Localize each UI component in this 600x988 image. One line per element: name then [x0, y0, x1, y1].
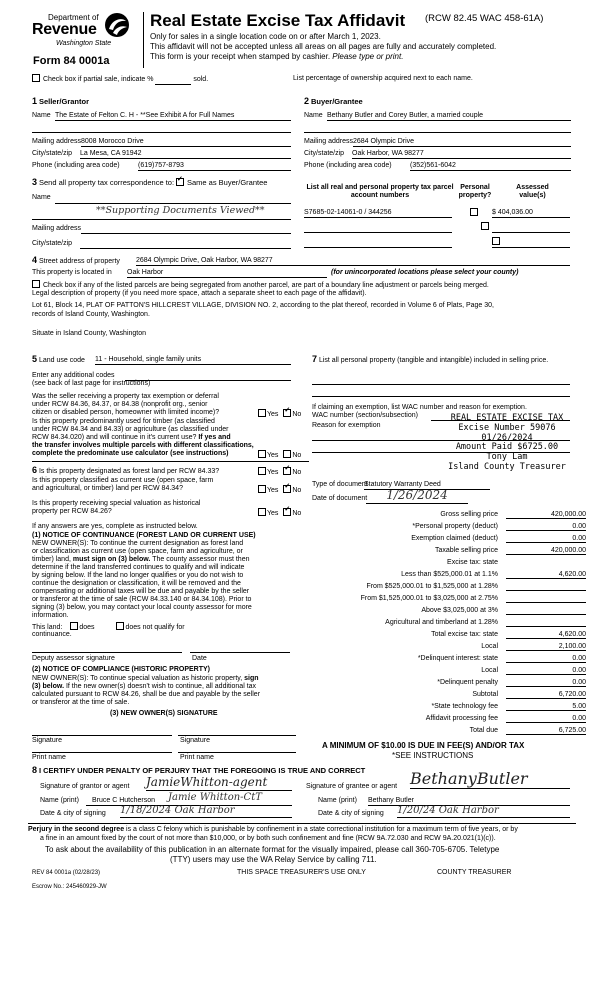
parcel-row-1-personal-checkbox[interactable]	[470, 208, 478, 216]
buyer-section-number: 2	[304, 96, 310, 106]
q-exemption-yes-label: Yes	[267, 411, 279, 418]
county-treasurer-label: COUNTY TREASURER	[437, 869, 512, 876]
treasurer-space-label: THIS SPACE TREASURER'S USE ONLY	[237, 869, 366, 876]
historic-no-label: No	[292, 510, 302, 517]
buyer-city-label: City/state/zip	[304, 150, 345, 157]
tax-row-label: Gross selling price	[440, 511, 498, 518]
tax-row-value[interactable]: 4,620.00	[506, 631, 586, 639]
buyer-name-line2	[304, 132, 571, 133]
header-divider	[143, 12, 144, 68]
logo-dept-line3: Washington State	[56, 40, 112, 47]
alt-format-line1: To ask about the availability of this publication in an alternate format for the visually impaired, please call 360-705-6705. Teletype	[45, 845, 500, 854]
exemption-reason-label: Reason for exemption	[312, 422, 381, 429]
tax-row-value[interactable]	[506, 583, 586, 591]
tax-row-label: Total due	[469, 727, 498, 734]
tax-correspondence-row	[32, 177, 267, 188]
deputy-date-label: Date	[192, 655, 207, 662]
section5-number: 5	[32, 354, 38, 364]
tax-row-value[interactable]: 5.00	[506, 703, 586, 711]
historic-yes-label: Yes	[267, 510, 279, 517]
seller-phone-field[interactable]: (619)757-8793	[138, 162, 291, 171]
seller-name-field[interactable]: The Estate of Felton C. H - **See Exhibit A for Full Names	[55, 112, 291, 121]
buyer-mail-label: Mailing address	[304, 138, 354, 145]
stamp-line1: REAL ESTATE EXCISE TAX	[450, 413, 564, 423]
header-line3-italic: Please type or print.	[332, 52, 404, 61]
does-not-qualify-checkbox[interactable]	[116, 622, 124, 630]
header-line2: This affidavit will not be accepted unless all areas on all pages are fully and accurately completed.	[150, 42, 497, 51]
buyer-name-field[interactable]: Bethany Butler and Corey Butler, a married couple	[327, 112, 571, 121]
tax-row-value[interactable]: 0.00	[506, 655, 586, 663]
segregate-checkbox[interactable]	[32, 280, 40, 288]
street-address-field[interactable]: 2684 Olympic Drive, Oak Harbor, WA 98277	[136, 257, 570, 266]
exemption-note: If claiming an exemption, list WAC number and reason for exemption.	[312, 404, 527, 411]
form-number: Form 84 0001a	[33, 55, 110, 67]
tax-row-value[interactable]: 0.00	[506, 715, 586, 723]
header-line3	[150, 52, 403, 61]
q-timber-no-checkbox[interactable]	[283, 450, 291, 458]
q-exemption-line3: citizen or disabled person, homeowner with limited income)?	[32, 409, 220, 416]
historic-q-line2: property per RCW 84.26?	[32, 508, 112, 515]
perjury-text1: is a class C felony which is punishable by confinement in a state correctional institution for a maximum term of five years, or by	[124, 826, 518, 833]
grantee-name-label: Name (print)	[318, 797, 357, 804]
tax-row-value[interactable]: 2,100.00	[506, 643, 586, 651]
tax-row-value[interactable]	[506, 619, 586, 627]
stamp-line5: Tony Lam	[486, 452, 528, 463]
forest-yes-checkbox[interactable]	[258, 467, 266, 475]
notice-continuance-l6: continue the designation or classification, it will be removed and the	[32, 580, 241, 587]
seller-mail-label: Mailing address	[32, 138, 82, 145]
seller-city-field[interactable]: La Mesa, CA 91942	[80, 150, 291, 159]
section7-text: List all personal property (tangible and intangible) included in selling price.	[318, 357, 549, 364]
tax-row-label: From $1,525,000.01 to $3,025,000 at 2.75%	[360, 595, 498, 602]
partial-sale-percent-field[interactable]	[155, 76, 191, 85]
grantor-date-label: Date & city of signing	[40, 810, 106, 817]
notice-continuance-l9: signing (3) below, you may contact your local county assessor for more	[32, 604, 252, 611]
section3-number: 3	[32, 177, 38, 187]
notice-compliance-l2	[32, 683, 256, 691]
parcel-row-3-value[interactable]	[492, 239, 570, 248]
logo-dept-line1: Department of	[48, 13, 99, 22]
notice-compliance-l2b: If the new owner(s) doesn't wish to continue, all additional tax	[64, 683, 257, 690]
street-address-label: Street address of property	[38, 258, 120, 265]
q-timber-line4: the transfer involves multiple parcels with different classifications,	[32, 442, 254, 449]
notice-continuance-l3a: timber) land,	[32, 556, 73, 563]
alt-format-line2: (TTY) users may use the WA Relay Service by calling 711.	[170, 855, 377, 864]
notice-continuance-l3b: must sign on (3) below.	[72, 556, 151, 563]
parcel-row-1-value[interactable]: $ 404,036.00	[492, 209, 570, 218]
tax-row-label: From $525,000.01 to $1,525,000 at 1.28%	[366, 583, 498, 590]
q-timber-yes-label: Yes	[267, 452, 279, 459]
section6-number: 6	[32, 465, 38, 475]
land-use-row	[32, 354, 85, 365]
current-use-no-label: No	[292, 487, 302, 494]
notice-continuance-l3	[32, 556, 249, 564]
grantee-signature[interactable]: BethanyButler	[410, 770, 570, 789]
header-line1: Only for sales in a single location code on or after March 1, 2023.	[150, 32, 381, 41]
partial-sale-checkbox[interactable]	[32, 74, 40, 82]
notice-continuance-l7: compensating or additional taxes will be due and payable by the seller	[32, 588, 250, 595]
notice-compliance-l4: or transferor at the time of sale.	[32, 699, 130, 706]
stamp-line6: Island County Treasurer	[448, 461, 566, 472]
grantor-name-handwritten: Jamie Whitton-CtT	[168, 792, 262, 803]
tax-row	[300, 511, 590, 523]
does-qualify-checkbox[interactable]	[70, 622, 78, 630]
section7-number: 7	[312, 354, 318, 364]
tax-row-label: Subtotal	[472, 691, 498, 698]
legal-desc-line1[interactable]: Lot 61, Block 14, PLAT OF PATTON'S HILLCREST VILLAGE, DIVISION NO. 2, according to the plat thereof, recorded in Volume 6 of Plats, Page 30,	[32, 302, 495, 309]
grantee-date-field[interactable]: 1/20/24 Oak Harbor	[397, 805, 570, 818]
personal-col-header: Personal property?	[458, 184, 492, 200]
notice-continuance-l3c: The county assessor must then	[150, 556, 250, 563]
notice-compliance-l1b: sign	[244, 675, 259, 682]
notice-compliance-heading: (2) NOTICE OF COMPLIANCE (HISTORIC PROPERTY)	[32, 666, 210, 673]
tax-row	[300, 583, 590, 595]
current-use-yes-label: Yes	[267, 487, 279, 494]
parcel-row-1-number[interactable]: S7685-02-14061-0 / 344256	[304, 209, 452, 218]
q-timber-yes-checkbox[interactable]	[258, 450, 266, 458]
dor-logo	[32, 11, 132, 53]
notice-continuance-heading: (1) NOTICE OF CONTINUANCE (FOREST LAND OR CURRENT USE)	[32, 532, 256, 539]
does-not-label: does not qualify for	[125, 624, 185, 631]
tax-row-label: Agricultural and timberland at 1.28%	[385, 619, 498, 626]
does-label: does	[79, 624, 95, 631]
forest-yes-label: Yes	[267, 469, 279, 476]
add-codes-note: (see back of last page for instructions)	[32, 380, 151, 387]
see-instructions: *SEE INSTRUCTIONS	[392, 751, 474, 760]
q-timber-line3-bold: If yes and	[198, 434, 231, 441]
tax-row-value[interactable]: 0.00	[506, 679, 586, 687]
tax-row-value[interactable]: 6,720.00	[506, 691, 586, 699]
buyer-name-label: Name	[304, 112, 323, 119]
grantor-signature[interactable]: JamieWhitton-agent	[146, 776, 292, 791]
tax-row-label: Less than $525,000.01 at 1.1%	[401, 571, 498, 578]
tax-row-value[interactable]: 0.00	[506, 667, 586, 675]
section3-text: Send all property tax correspondence to:	[38, 178, 175, 187]
tax-row-label: *State technology fee	[431, 703, 498, 710]
partial-sale-row	[32, 74, 208, 85]
grantor-sig-label: Signature of grantor or agent	[40, 783, 130, 790]
tax-row-value[interactable]	[506, 607, 586, 615]
parcel-row-3-number[interactable]	[304, 239, 452, 248]
form-statute: (RCW 82.45 WAC 458-61A)	[425, 13, 544, 24]
tax-row-label: Local	[481, 643, 498, 650]
tax-row-value[interactable]: 0.00	[506, 523, 586, 531]
located-in-note: (for unincorporated locations please select your county)	[331, 269, 519, 276]
grantee-sig-label: Signature of grantee or agent	[306, 783, 398, 790]
this-land-label: This land:	[32, 624, 63, 631]
personal-property-line2[interactable]	[312, 396, 570, 397]
tax-row-value[interactable]	[506, 559, 586, 566]
segregate-label: Check box if any of the listed parcels are being segregated from another parcel, are part of a boundary line adjustment or parcels being merged.	[42, 282, 489, 289]
tax-row-value[interactable]: 0.00	[506, 535, 586, 543]
q-timber-no-label: No	[292, 452, 302, 459]
forest-no-checkbox[interactable]	[283, 467, 291, 475]
owner2-print-label: Print name	[180, 754, 214, 761]
section8-number: 8	[32, 765, 38, 775]
grantor-name-printed: Bruce C Hutcherson	[92, 797, 156, 804]
owner1-print-label: Print name	[32, 754, 66, 761]
legal-desc-label: Legal description of property (if you need more space, attach a separate sheet to each page of the affidavit).	[32, 290, 367, 297]
deputy-sig-label: Deputy assessor signature	[32, 655, 115, 662]
continuance-label: continuance.	[32, 631, 72, 638]
forest-q-answer	[258, 467, 301, 477]
section3-mail-line	[81, 233, 291, 234]
ownership-note: List percentage of ownership acquired next to each name.	[293, 75, 473, 82]
notice-compliance-l1	[32, 675, 259, 683]
tax-row-label: Taxable selling price	[434, 547, 498, 554]
grantee-name-field[interactable]: Bethany Butler	[368, 797, 570, 806]
section3-name-line2	[32, 219, 291, 220]
forest-no-label: No	[292, 469, 302, 476]
seller-mail-field[interactable]: 8008 Morocco Drive	[81, 138, 291, 147]
partial-sale-suffix: sold.	[193, 76, 209, 83]
seller-name-label: Name	[32, 112, 51, 119]
seller-section-number: 1	[32, 96, 38, 106]
notice-compliance-l1a: NEW OWNER(S): To continue special valuation as historic property,	[32, 675, 245, 682]
doc-date-label: Date of document	[312, 495, 368, 502]
perjury-line2: a fine in an amount fixed by the court of not more than $10,000, or by both such confinement and fine (RCW 9A.72.030 and RCW 9A.20.021(1)(c)).	[40, 835, 496, 842]
tax-row	[300, 547, 590, 559]
current-use-yes-checkbox[interactable]	[258, 485, 266, 493]
located-in-label: This property is located in	[32, 269, 112, 276]
tax-row	[300, 703, 590, 715]
q-timber-line3-text: RCW 84.34.020) and will continue in it's current use?	[32, 434, 199, 441]
tax-row-value[interactable]: 420,000.00	[506, 511, 586, 519]
buyer-phone-field[interactable]: (352)561-6042	[410, 162, 571, 171]
doc-type-label: Type of document	[312, 481, 368, 488]
tax-row	[300, 691, 590, 703]
seller-phone-label: Phone (including area code)	[32, 162, 120, 169]
forest-q-row	[32, 465, 219, 476]
parcel-col-header	[305, 184, 455, 200]
tax-row	[300, 523, 590, 535]
tax-row-label: Total excise tax: state	[431, 631, 498, 638]
legal-desc-line3[interactable]: Situate in Island County, Washington	[32, 330, 147, 337]
section4-number: 4	[32, 255, 38, 265]
q-exemption-no-label: No	[292, 411, 302, 418]
segregate-row	[32, 280, 489, 290]
same-as-buyer-label: Same as Buyer/Grantee	[186, 178, 268, 187]
supporting-docs-viewed: **Supporting Documents Viewed**	[96, 205, 265, 216]
treasurer-stamp	[432, 414, 582, 473]
section3-city-line	[80, 248, 291, 249]
assessed-col-header: Assessed value(s)	[516, 184, 549, 200]
notice-continuance-l4: determine if the land transferred continues to qualify and will indicate	[32, 564, 245, 571]
stamp-line3: 01/26/2024	[481, 432, 533, 443]
tax-row	[300, 595, 590, 607]
tax-row	[300, 535, 590, 547]
owner2-sig-line[interactable]	[178, 735, 296, 736]
section3-name-label: Name	[32, 194, 51, 201]
grantor-name-label: Name (print)	[40, 797, 79, 804]
street-address-row	[32, 255, 120, 266]
grantor-date-field[interactable]: 1/18/2024 Oak Harbor	[120, 805, 292, 818]
q-exemption-line2: under RCW 84.36, 84.37, or 84.38 (nonprofit org., senior	[32, 401, 208, 408]
tax-row-label: *Delinquent interest: state	[417, 655, 498, 662]
land-use-field[interactable]: 11 - Household, single family units	[95, 356, 291, 365]
partial-sale-label: Check box if partial sale, indicate %	[42, 76, 154, 83]
notice-compliance-l3: calculated pursuant to RCW 84.26, shall be due and payable by the seller	[32, 691, 261, 698]
personal-property-row	[312, 354, 570, 365]
deputy-date-line[interactable]	[190, 652, 290, 653]
new-owner-sig-heading: (3) NEW OWNER(S) SIGNATURE	[110, 710, 218, 717]
tax-row	[300, 607, 590, 619]
certify-heading-text: I CERTIFY UNDER PENALTY OF PERJURY THAT THE FOREGOING IS TRUE AND CORRECT	[38, 766, 366, 775]
rev-number: REV 84 0001a (02/28/23)	[32, 870, 101, 876]
historic-yes-checkbox[interactable]	[258, 508, 266, 516]
same-as-buyer-checkbox[interactable]	[176, 178, 184, 186]
owner1-sig-line[interactable]	[32, 735, 172, 736]
buyer-city-field[interactable]: Oak Harbor, WA 98277	[352, 150, 571, 159]
perjury-line1	[28, 826, 518, 834]
q-exemption-answer	[258, 409, 301, 419]
buyer-heading	[304, 96, 363, 107]
tax-row	[300, 655, 590, 667]
section3-mail-label: Mailing address	[32, 225, 82, 232]
tax-row	[300, 667, 590, 679]
notice-continuance-l2: or classification as current use (open space, farm and agriculture, or	[32, 548, 243, 555]
escrow-number: Escrow No.: 245460929-JW	[32, 884, 107, 890]
doc-date-field[interactable]: 1/26/2024	[366, 489, 468, 504]
notice-continuance-l5: by signing below. If the land no longer qualifies or you do not wish to	[32, 572, 244, 579]
current-use-no-checkbox[interactable]	[283, 485, 291, 493]
owner1-sig-label: Signature	[32, 737, 62, 744]
notice-continuance-l1: NEW OWNER(S): To continue the current designation as forest land	[32, 540, 244, 547]
wac-label: WAC number (section/subsection)	[312, 412, 418, 419]
historic-q-answer	[258, 508, 301, 518]
deputy-sig-line[interactable]	[32, 652, 182, 653]
current-use-q-line2: and agricultural, or timber) land per RCW 84.34?	[32, 485, 183, 492]
parcel-row-2-number[interactable]	[304, 224, 452, 233]
section5-bottom-rule	[32, 461, 309, 462]
form-title: Real Estate Excise Tax Affidavit	[150, 11, 406, 30]
q-exemption-no-checkbox[interactable]	[283, 409, 291, 417]
current-use-q-answer	[258, 485, 301, 495]
tax-row	[300, 643, 590, 655]
q-timber-line2: under RCW 84.34 and 84.33) or agriculture (as classified under	[32, 426, 229, 433]
q-timber-line1: Is this property predominantly used for timber (as classified	[32, 418, 215, 425]
tax-row-label: Affidavit processing fee	[425, 715, 498, 722]
q-exemption-yes-checkbox[interactable]	[258, 409, 266, 417]
tax-row	[300, 619, 590, 631]
tax-row-value[interactable]	[506, 595, 586, 603]
legal-desc-line2[interactable]: records of Island County, Washington.	[32, 311, 150, 318]
tax-row-value[interactable]: 420,000.00	[506, 547, 586, 555]
tax-row-label: *Personal property (deduct)	[412, 523, 498, 530]
owner2-sig-label: Signature	[180, 737, 210, 744]
logo-dept-line2: Revenue	[32, 21, 97, 38]
header-line3-text: This form is your receipt when stamped by cashier.	[150, 52, 333, 61]
buyer-mail-field[interactable]: 2684 Olympic Drive	[353, 138, 571, 147]
tax-row	[300, 679, 590, 691]
add-codes-label: Enter any additional codes	[32, 372, 115, 379]
tax-row-label: Excise tax: state	[447, 559, 498, 566]
seller-heading	[32, 96, 89, 107]
section3-name-line	[55, 203, 291, 204]
notice-continuance-l8: or transferor at the time of sale (RCW 84.33.140 or 84.34.108). Prior to	[32, 596, 252, 603]
historic-no-checkbox[interactable]	[283, 508, 291, 516]
seller-name-line2	[32, 132, 291, 133]
land-use-label: Land use code	[38, 357, 85, 364]
parcel-row-2-value[interactable]	[492, 224, 570, 233]
perjury-rule	[28, 823, 576, 824]
tax-row-value[interactable]: 6,725.00	[506, 727, 586, 735]
grantee-date-label: Date & city of signing	[318, 810, 384, 817]
stamp-line2: Excise Number 59076	[458, 422, 556, 433]
seller-heading-text: Seller/Grantor	[38, 97, 89, 106]
buyer-heading-text: Buyer/Grantee	[310, 97, 363, 106]
perjury-bold: Perjury in the second degree	[28, 826, 125, 833]
parcel-col1-label: List all real and personal property tax parcel account numbers	[306, 184, 454, 200]
notice-continuance-l10: information.	[32, 612, 69, 619]
tax-row-label: Exemption claimed (deduct)	[411, 535, 498, 542]
notice-compliance-l2a: (3) below.	[32, 683, 65, 690]
if-yes-note: If any answers are yes, complete as instructed below.	[32, 523, 198, 530]
owner2-print-line[interactable]	[178, 752, 296, 753]
owner1-print-line[interactable]	[32, 752, 172, 753]
tax-row-label: Local	[481, 667, 498, 674]
seller-city-label: City/state/zip	[32, 150, 73, 157]
section3-city-label: City/state/zip	[32, 240, 73, 247]
q-timber-line5: complete the predominate use calculator (see instructions)	[32, 450, 229, 457]
tax-row	[300, 727, 590, 739]
tax-row	[300, 559, 590, 571]
doc-type-field[interactable]: Statutory Warranty Deed	[364, 481, 490, 490]
tax-row-label: Above $3,025,000 at 3%	[421, 607, 498, 614]
tax-row-value[interactable]: 4,620.00	[506, 571, 586, 579]
located-in-field[interactable]: Oak Harbor	[127, 269, 327, 278]
current-use-q-line1: Is this property classified as current use (open space, farm	[32, 477, 214, 484]
q-timber-line3	[32, 434, 231, 442]
q-exemption-line1: Was the seller receiving a property tax exemption or deferral	[32, 393, 219, 400]
buyer-phone-label: Phone (including area code)	[304, 162, 392, 169]
personal-property-line1[interactable]	[312, 384, 570, 385]
tax-row	[300, 715, 590, 727]
forest-q-label: Is this property designated as forest land per RCW 84.33?	[38, 468, 220, 475]
tax-row	[300, 631, 590, 643]
parcel-row-2-personal-checkbox[interactable]	[481, 222, 489, 230]
stamp-line4: Amount Paid $6725.00	[455, 442, 559, 453]
dor-swirl-icon	[104, 11, 130, 39]
q-timber-answer	[258, 450, 301, 460]
tax-row	[300, 571, 590, 583]
historic-q-line1: Is this property receiving special valuation as historical	[32, 500, 201, 507]
tax-row-label: *Delinquent penalty	[437, 679, 498, 686]
minimum-due-note: A MINIMUM OF $10.00 IS DUE IN FEE(S) AND/OR TAX	[322, 741, 525, 750]
